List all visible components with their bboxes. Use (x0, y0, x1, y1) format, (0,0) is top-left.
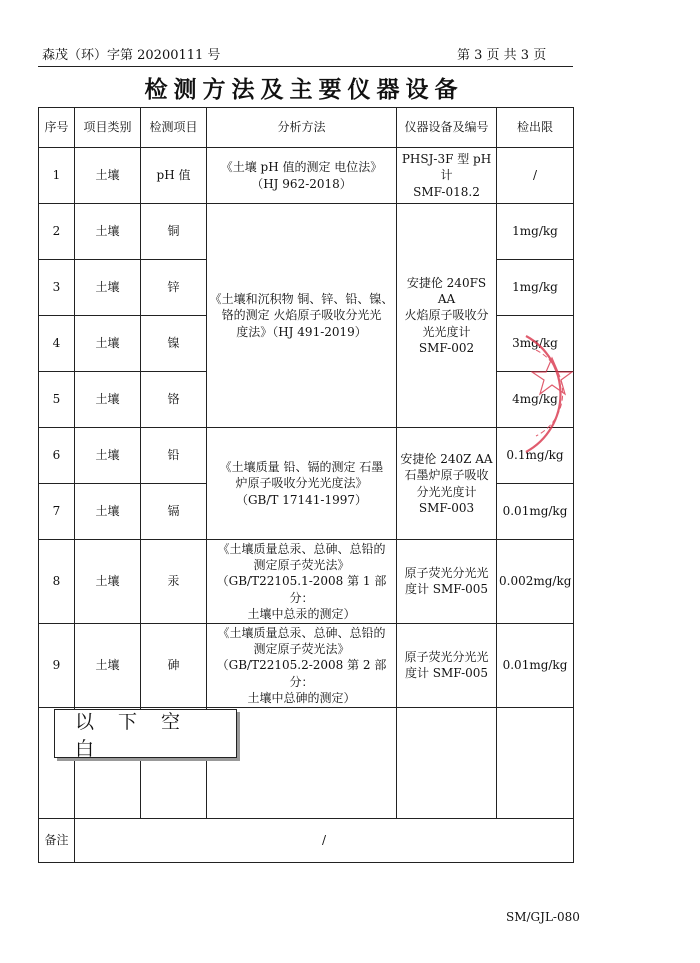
table-row (39, 623, 574, 707)
instrument-cell: 安捷伦 240Z AA 石墨炉原子吸收 分光光度计 SMF-003 (397, 428, 497, 540)
instrument-cell: 原子荧光分光光 度计 SMF-005 (397, 623, 497, 707)
method-cell: 《土壤质量总汞、总砷、总铅的 测定原子荧光法》 （GB/T22105.2-2008 第 2 部分： 土壤中总砷的测定） (207, 623, 397, 707)
row-limit: 0.01mg/kg (497, 623, 574, 707)
row-item: 铜 (141, 204, 207, 260)
row-item: 镍 (141, 316, 207, 372)
row-item: 铬 (141, 372, 207, 428)
row-limit: 3mg/kg (497, 316, 574, 372)
header-no: 序号 (39, 108, 75, 148)
row-no: 2 (39, 204, 75, 260)
instrument-cell: PHSJ-3F 型 pH 计 SMF-018.2 (397, 148, 497, 204)
row-item: 镉 (141, 484, 207, 540)
method-cell: 《土壤质量总汞、总砷、总铅的 测定原子荧光法》 （GB/T22105.1-2008 第 1 部分： 土壤中总汞的测定） (207, 540, 397, 624)
row-limit: 1mg/kg (497, 204, 574, 260)
empty-cell (497, 707, 574, 818)
row-item: 锌 (141, 260, 207, 316)
row-category: 土壤 (75, 623, 141, 707)
row-item: 汞 (141, 540, 207, 624)
row-limit: 0.1mg/kg (497, 428, 574, 484)
row-category: 土壤 (75, 372, 141, 428)
row-limit: / (497, 148, 574, 204)
row-no: 4 (39, 316, 75, 372)
header-method: 分析方法 (207, 108, 397, 148)
header-item: 检测项目 (141, 108, 207, 148)
row-no: 1 (39, 148, 75, 204)
row-item: 砷 (141, 623, 207, 707)
header-category: 项目类别 (75, 108, 141, 148)
header-limit: 检出限 (497, 108, 574, 148)
row-item: pH 值 (141, 148, 207, 204)
row-limit: 0.002mg/kg (497, 540, 574, 624)
row-item: 铅 (141, 428, 207, 484)
remark-value: / (75, 818, 574, 862)
row-category: 土壤 (75, 260, 141, 316)
table-row (39, 204, 574, 260)
instrument-cell: 原子荧光分光光 度计 SMF-005 (397, 540, 497, 624)
row-no: 8 (39, 540, 75, 624)
row-no: 6 (39, 428, 75, 484)
row-category: 土壤 (75, 204, 141, 260)
table-row (39, 428, 574, 484)
row-category: 土壤 (75, 316, 141, 372)
table-row (39, 540, 574, 624)
remark-row (39, 818, 574, 862)
report-number: 森茂（环）字第 20200111 号 (42, 48, 221, 63)
row-no: 7 (39, 484, 75, 540)
table-row (39, 148, 574, 204)
row-category: 土壤 (75, 484, 141, 540)
row-no: 5 (39, 372, 75, 428)
method-cell: 《土壤质量 铅、镉的测定 石墨 炉原子吸收分光光度法》 （GB/T 17141-1997） (207, 428, 397, 540)
remark-label: 备注 (39, 818, 75, 862)
method-cell: 《土壤 pH 值的测定 电位法》 （HJ 962-2018） (207, 148, 397, 204)
header-instrument: 仪器设备及编号 (397, 108, 497, 148)
row-category: 土壤 (75, 148, 141, 204)
form-code: SM/GJL-080 (506, 910, 580, 924)
instrument-cell: 安捷伦 240FS AA 火焰原子吸收分 光光度计 SMF-002 (397, 204, 497, 428)
row-limit: 1mg/kg (497, 260, 574, 316)
row-category: 土壤 (75, 428, 141, 484)
row-no: 3 (39, 260, 75, 316)
method-cell: 《土壤和沉积物 铜、锌、铅、镍、 铬的测定 火焰原子吸收分光光 度法》（HJ 491-2019） (207, 204, 397, 428)
page-info: 第 3 页 共 3 页 (457, 48, 547, 63)
blank-below-box: 以下空白 (54, 709, 237, 758)
header-divider (38, 66, 573, 67)
row-limit: 0.01mg/kg (497, 484, 574, 540)
empty-cell (397, 707, 497, 818)
table-header-row (39, 108, 574, 148)
row-limit: 4mg/kg (497, 372, 574, 428)
page-title: 检测方法及主要仪器设备 (144, 77, 464, 103)
row-no: 9 (39, 623, 75, 707)
row-category: 土壤 (75, 540, 141, 624)
